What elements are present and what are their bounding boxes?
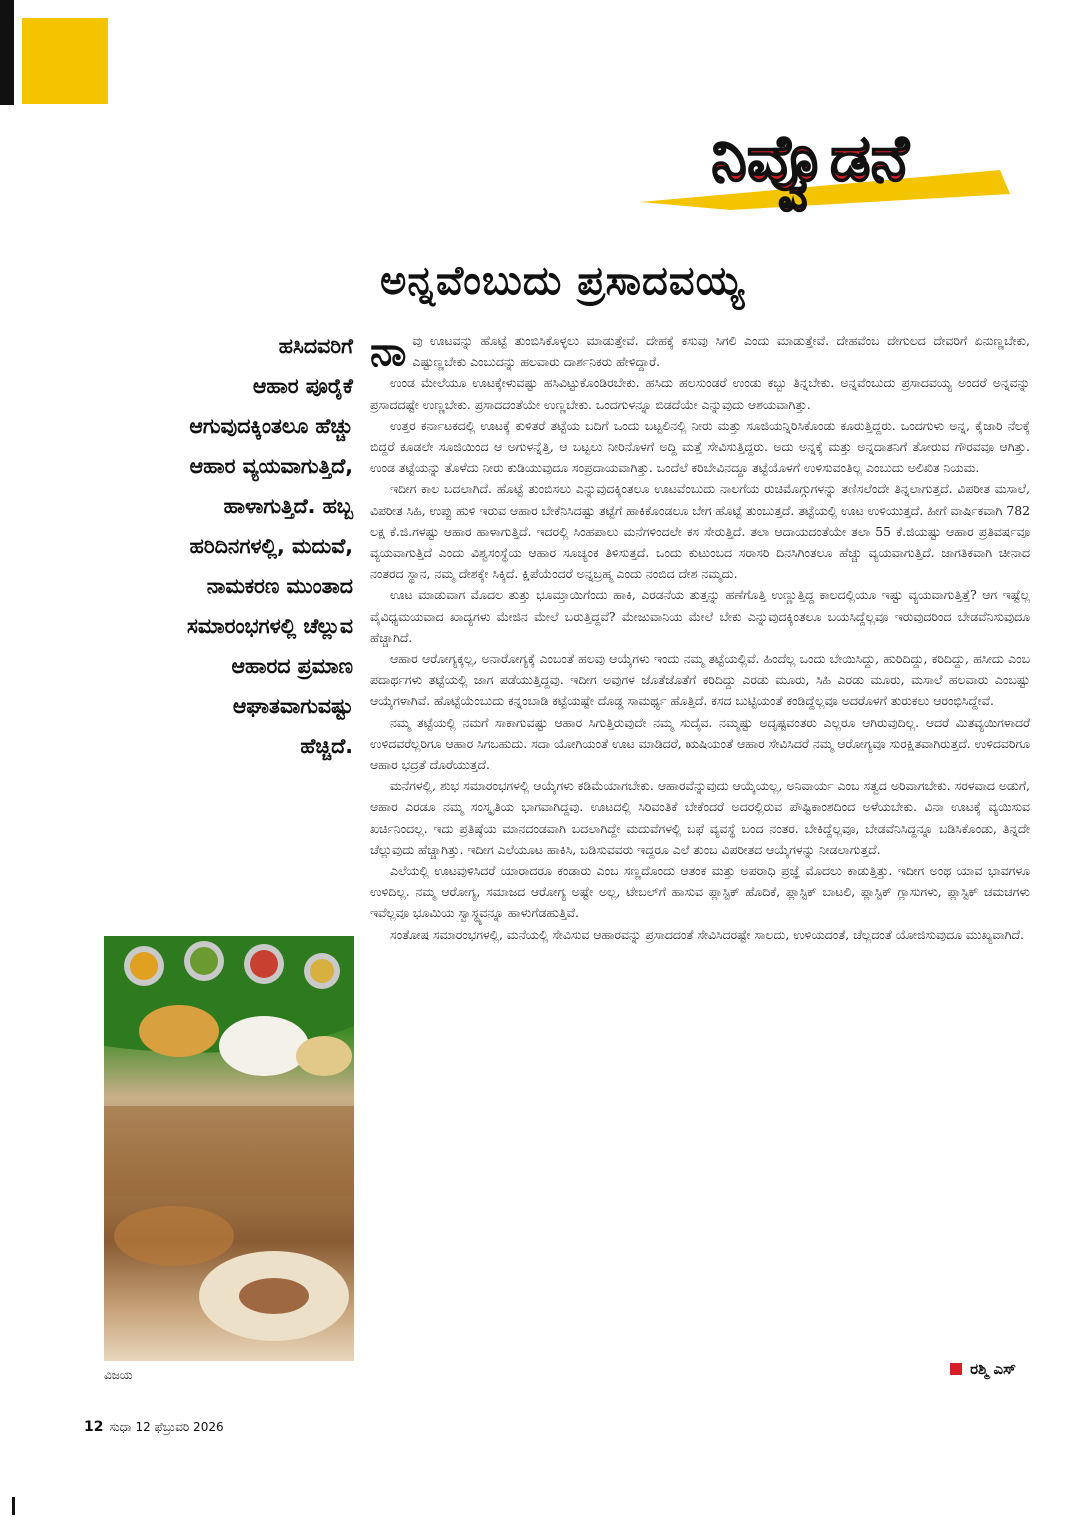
page-number: 12 (84, 1419, 104, 1435)
masthead-art (600, 110, 1020, 230)
banquet-hall (104, 1106, 354, 1196)
photo-caption: ವಿಜಯ (104, 1368, 133, 1382)
article-body (370, 330, 1030, 945)
section-masthead (600, 110, 1020, 230)
pullquote-line: ಹಸಿದವರಿಗೆ (278, 334, 353, 358)
article-paragraph: ಸಂತೋಷ ಸಮಾರಂಭಗಳಲ್ಲಿ, ಮನೆಯಲ್ಲಿ ಸೇವಿಸುವ ಆಹಾರವನ್ನು ಪ್ರಸಾದದಂತೆ ಸೇವಿಸಿದರಷ್ಟೇ ಸಾಲದು, ಉಳಿಯದಂತೆ, ಚೆಲ್ಲದಂತೆ ಯೋಜಿಸುವುದೂ ಮುಖ್ಯವಾಗಿದೆ. (390, 926, 1024, 942)
pullquote-line: ನಾಮಕರಣ ಮುಂತಾದ (206, 574, 353, 598)
pullquote-line: ಆಗುವುದಕ್ಕಿಂತಲೂ ಹೆಚ್ಚು (189, 414, 353, 438)
section-title: ನಿವ್ವೊಡನೆ (711, 122, 909, 196)
author-name: ರಶ್ಮಿ ಎಸ್ (970, 1360, 1016, 1378)
rice-heap (219, 1016, 309, 1076)
article-paragraph: ಮನೆಗಳಲ್ಲಿ, ಶುಭ ಸಮಾರಂಭಗಳಲ್ಲಿ ಆಯ್ಕೆಗಳು ಕಡಿಮೆಯಾಗಬೇಕು. ಆಹಾರವೆನ್ನುವುದು ಆಯ್ಕೆಯಲ್ಲ, ಅನಿವಾರ್ಯ ಎಂಬ ಸತ್ವದ ಅರಿವಾಗಬೇಕು. ಸರಳವಾದ ಅಡುಗೆ, ಆಹಾರ ಎರಡೂ ನಮ್ಮ ಸಂಸ್ಕೃತಿಯ ಭಾಗವಾಗಿದ್ದವು. ಊಟದಲ್ಲಿ ಸಿರಿವಂತಿಕೆ ಬೇಕೆಂದರೆ ಅದರಲ್ಲಿರುವ ಪೌಷ್ಟಿಕಾಂಶದಿಂದ ಅಳೆಯಬೇಕು. ವಿನಾ ಊಟಕ್ಕೆ ವ್ಯಯಿಸುವ ಖರ್ಚಿನಿಂದಲ್ಲ. ಇದು ಪ್ರತಿಷ್ಠೆಯ ಮಾನದಂಡವಾಗಿ ಬದಲಾಗಿದ್ದೇ ಮದುವೆಗಳಲ್ಲಿ ಬಫೆ ವ್ಯವಸ್ಥೆ ಬಂದ ನಂತರ. ಬೇಕಿದ್ದೆಲ್ಲವೂ, ಬೇಡವೆನಿಸಿದ್ದನ್ನೂ ಬಡಿಸಿಕೊಂಡು, ತಿನ್ನದೇ ಚೆಲ್ಲುವುದು ಹೆಚ್ಚಾಗಿತ್ತು. ಇದೀಗ ಎಲೆಯೂಟ ಹಾಕಿಸಿ, ಬಡಿಸುವವರು ಇದ್ದರೂ ಎಲೆ ತುಂಬ ವಿಪರೀತದ ಆಯ್ಕೆಗಳನ್ನು ನೀಡಲಾಗುತ್ತದೆ. (370, 778, 1030, 857)
pullquote-line: ಆಹಾರದ ಪ್ರಮಾಣ (231, 654, 353, 678)
corner-black-bar (0, 0, 14, 105)
pullquote (23, 326, 353, 766)
page-headline: ಅನ್ನವೆಂಬುದು ಪ್ರಸಾದವಯ್ಯ (380, 258, 745, 304)
article-paragraph: ಊಟ ಮಾಡುವಾಗ ಮೊದಲ ತುತ್ತು ಭೂಮ್ತಾಯಿಗೆಂದು ಹಾಕಿ, ಎರಡನೆಯ ತುತ್ತನ್ನು ಹಣೆಗೊತ್ತಿ ಉಣ್ಣುತ್ತಿದ್ದ ಕಾಲದಲ್ಲಿಯೂ ಇಷ್ಟು ವ್ಯಯವಾಗುತ್ತಿತ್ತೆ? ಆಗ ಇಷ್ಟೆಲ್ಲ ವೈವಿಧ್ಯಮಯವಾದ ಖಾದ್ಯಗಳು ಮೇಜಿನ ಮೇಲೆ ಬರುತ್ತಿದ್ದವೆ? ಮೇಜುವಾನಿಯ ಮೇಲೆ ಬೇಕು ಎನ್ನುವುದಕ್ಕಿಂತಲೂ ಬಯಸಿದ್ದೆಲ್ಲವೂ ಇರುವುದರಿಂದ ಬೇಡವೆನಿಸುವುದೂ ಹೆಚ್ಚಾಗಿದೆ. (370, 587, 1030, 645)
article-paragraph: ನಾವು ಊಟವನ್ನು ಹೊಟ್ಟೆ ತುಂಬಿಸಿಕೊಳ್ಳಲು ಮಾಡುತ್ತೇವೆ. ದೇಹಕ್ಕೆ ಕಸುವು ಸಿಗಲಿ ಎಂದು ಮಾಡುತ್ತೇವೆ. ದೇಹವೆಂಬ ದೇಗುಲದ ದೇವರಿಗೆ ಏನುಣ್ಣಬೇಕು, ಎಷ್ಟುಣ್ಣಬೇಕು ಎಂಬುದನ್ನು ಹಲವಾರು ದಾರ್ಶನಿಕರು ಹೇಳಿದ್ದಾರೆ. (370, 329, 1030, 375)
article-paragraph: ಉತ್ತರ ಕರ್ನಾಟಕದಲ್ಲಿ ಊಟಕ್ಕೆ ಕುಳಿತರೆ ತಟ್ಟೆಯ ಬದಿಗೆ ಒಂದು ಬಟ್ಟಲಿನಲ್ಲಿ ನೀರು ಮತ್ತು ಸೂಜಿಯನ್ನಿರಿಸಿಕೊಂಡು ಕೂರುತ್ತಿದ್ದರು. ಒಂದಗುಳು ಅನ್ನ, ಕೈಜಾರಿ ನೆಲಕ್ಕೆ ಬಿದ್ದರೆ ಕೂಡಲೇ ಸೂಜಿಯಿಂದ ಆ ಅಗುಳನ್ನೆತ್ತಿ, ಆ ಬಟ್ಟಲು ನೀರಿನೊಳಗೆ ಅದ್ದಿ ಮತ್ತೆ ಸೇವಿಸುತ್ತಿದ್ದರು. ಅದು ಅನ್ನಕ್ಕೆ ಮತ್ತು ಅನ್ನದಾತನಿಗೆ ತೋರುವ ಗೌರವವೂ ಆಗಿತ್ತು. ಉಂಡ ತಟ್ಟೆಯನ್ನು ತೊಳೆದು ನೀರು ಕುಡಿಯುವುದೂ ಸಂಪ್ರದಾಯವಾಗಿತ್ತು. ಒಂದೆಲೆ ಕರಿಬೇವಿನದ್ದೂ ತಟ್ಟೆಯೊಳಗೆ ಉಳಿಸುವಂತಿಲ್ಲ ಎಂಬುದು ಅಲಿಖಿತ ನಿಯಮ. (370, 417, 1030, 476)
article-paragraph: ನಮ್ಮ ತಟ್ಟೆಯಲ್ಲಿ ನಮಗೆ ಸಾಕಾಗುವಷ್ಟು ಆಹಾರ ಸಿಗುತ್ತಿರುವುದೇ ನಮ್ಮ ಸುದೈವ. ನಮ್ಮಷ್ಟು ಅದೃಷ್ಟವಂತರು ಎಲ್ಲರೂ ಆಗಿರುವುದಿಲ್ಲ. ಆದರೆ ಮಿತವ್ಯಯಿಗಳಾದರೆ ಉಳಿದವರೆಲ್ಲರಿಗೂ ಆಹಾರ ಸಿಗಬಹುದು. ಸದಾ ಯೋಗಿಯಂತೆ ಊಟ ಮಾಡಿದರೆ, ಋಷಿಯಂತೆ ಆಹಾರ ಸೇವಿಸಿದರೆ ನಮ್ಮ ಆರೋಗ್ಯವೂ ಸುರಕ್ಷಿತವಾಗಿರುತ್ತದೆ. ಉಳಿದವರಿಗೂ ಆಹಾರ ಭದ್ರತೆ ದೊರೆಯುತ್ತದೆ. (370, 714, 1030, 773)
drop-cap: ನಾ (370, 329, 407, 375)
crop-mark (12, 1497, 15, 1515)
pullquote-line: ಹಾಳಾಗುತ್ತಿದೆ. ಹಬ್ಬ (223, 494, 353, 518)
corner-yellow-block (22, 18, 108, 104)
food-plate (114, 1206, 234, 1266)
issue-info: ಸುಧಾ 12 ಫೆಬ್ರುವರಿ 2026 (109, 1420, 224, 1434)
article-paragraph: ಉಂಡ ಮೇಲೆಯೂ ಊಟಕ್ಕೇಳುವಷ್ಟು ಹಸಿವಿಟ್ಟುಕೊಂಡಿರಬೇಕು. ಹಸಿದು ಹಲಸುಂಡರೆ ಉಂಡು ಕಬ್ಬು ತಿನ್ನಬೇಕು. ಅನ್ನವೆಂಬುದು ಪ್ರಸಾದವಯ್ಯ ಅಂದರೆ ಅನ್ನವನ್ನು ಪ್ರಸಾದದಷ್ಟೇ ಉಣ್ಣಬೇಕು. ಪ್ರಸಾದದಂತೆಯೇ ಉಣ್ಣಬೇಕು. ಒಂದಗುಳನ್ನೂ ಬಿಡದೆಯೇ ಎನ್ನುವುದು ಆಶಯವಾಗಿತ್ತು. (370, 375, 1030, 412)
food-photo (104, 936, 354, 1361)
food-photo-art (104, 936, 354, 1361)
pullquote-line: ಹರಿದಿನಗಳಲ್ಲಿ, ಮದುವೆ, (189, 534, 353, 558)
pullquote-line: ಆಘಾತವಾಗುವಷ್ಟು (232, 694, 353, 718)
pullquote-line: ಸಮಾರಂಭಗಳಲ್ಲಿ ಚೆಲ್ಲುವ (187, 614, 353, 638)
poori (139, 1005, 219, 1057)
pullquote-line: ಆಹಾರ ಪೂರೈಕೆ (252, 374, 353, 398)
pullquote-line: ಹೆಚ್ಚಿದೆ. (300, 734, 353, 758)
papad (296, 1036, 352, 1076)
byline-square-icon (950, 1363, 962, 1375)
article-paragraph: ಎಲೆಯಲ್ಲಿ ಊಟವುಳಿಸಿದರೆ ಯಾರಾದರೂ ಕಂಡಾರು ಎಂಬ ಸಣ್ಣದೊಂದು ಆತಂಕ ಮತ್ತು ಅಪರಾಧಿ ಪ್ರಜ್ಞೆ ಮೊದಲು ಕಾಡುತ್ತಿತ್ತು. ಇದೀಗ ಅಂಥ ಯಾವ ಭಾವಗಳೂ ಉಳಿದಿಲ್ಲ. ನಮ್ಮ ಆರೋಗ್ಯ, ಸಮಾಜದ ಆರೋಗ್ಯ ಅಷ್ಟೇ ಅಲ್ಲ, ಟೇಬಲ್‌ಗೆ ಹಾಸುವ ಪ್ಲಾಸ್ಟಿಕ್ ಹೊದಿಕೆ, ಪ್ಲಾಸ್ಟಿಕ್ ಬಾಟಲಿ, ಪ್ಲಾಸ್ಟಿಕ್ ಗ್ಲಾಸುಗಳು, ಪ್ಲಾಸ್ಟಿಕ್ ಚಮಚಗಳು ಇವೆಲ್ಲವೂ ಭೂಮಿಯ ಸ್ವಾಸ್ಥ್ಯವನ್ನೂ ಹಾಳುಗೆಡಹುತ್ತಿವೆ. (370, 863, 1030, 921)
byline (950, 1360, 1016, 1378)
article-paragraph: ಇದೀಗ ಕಾಲ ಬದಲಾಗಿದೆ. ಹೊಟ್ಟೆ ತುಂಬಿಸಲು ಎನ್ನುವುದಕ್ಕಿಂತಲೂ ಊಟವೆಂಬುದು ನಾಲಗೆಯ ರುಚಿಮೊಗ್ಗುಗಳನ್ನು ತಣಿಸಲೆಂದೇ ತಿನ್ನಲಾಗುತ್ತದೆ. ವಿಪರೀತ ಮಸಾಲೆ, ವಿಪರೀತ ಸಿಹಿ, ಉಪ್ಪು ಹುಳಿ ಇರುವ ಆಹಾರ ಬೇಕೆನಿಸಿದಷ್ಟು ತಟ್ಟೆಗೆ ಹಾಕಿಕೊಂಡಲೂ ಬೇಗ ಹೊಟ್ಟೆ ತುಂಬುತ್ತದೆ. ತಟ್ಟೆಯಲ್ಲಿ ಊಟ ಉಳಿಯುತ್ತದೆ. ಹೀಗೆ ವಾರ್ಷಿಕವಾಗಿ 782 ಲಕ್ಷ ಕೆ.ಜಿ.ಗಳಷ್ಟು ಆಹಾರ ಹಾಳಾಗುತ್ತಿದೆ. ಇದರಲ್ಲಿ ಸಿಂಹಪಾಲು ಮನೆಗಳಿಂದಲೇ ಕಸ ಸೇರುತ್ತಿದೆ. ತಲಾ ಆದಾಯದಂತೆಯೇ ತಲಾ 55 ಕೆ.ಜಿಯಷ್ಟು ಆಹಾರ ಪ್ರತಿವರ್ಷವೂ ವ್ಯಯವಾಗುತ್ತಿದೆ ಎಂದು ವಿಶ್ವಸಂಸ್ಥೆಯ ಆಹಾರ ಸೂಚ್ಯಂಕ ತಿಳಿಸುತ್ತದೆ. ಒಂದು ಕುಟುಂಬದ ಸರಾಸರಿ ದಿನಸಿಗಿಂತಲೂ ಹೆಚ್ಚು ವ್ಯಯವಾಗುತ್ತಿದೆ. ಜಾಗತಿಕವಾಗಿ ಚೀನಾದ ನಂತರದ ಸ್ಥಾನ, ನಮ್ಮ ದೇಶಕ್ಕೇ ಸಿಕ್ಕಿದೆ. ಕ್ಷಿಪೆಯೆಂದರೆ ಅನ್ನಬ್ರಹ್ಮ ಎಂದು ನಂಬಿದ ದೇಶ ನಮ್ಮದು. (370, 481, 1030, 582)
page-footer (84, 1419, 224, 1435)
article-paragraph: ಆಹಾರ ಆರೋಗ್ಯಕ್ಕಲ್ಲ, ಅನಾರೋಗ್ಯಕ್ಕೆ ಎಂಬಂತೆ ಹಲವು ಆಯ್ಕೆಗಳು ಇಂದು ನಮ್ಮ ತಟ್ಟೆಯಲ್ಲಿವೆ. ಹಿಂದೆಲ್ಲ ಒಂದು ಬೇಯಿಸಿದ್ದು, ಹುರಿದಿದ್ದು, ಕರಿದಿದ್ದು, ಹಸೀದು ಎಂಬ ಪದಾರ್ಥಗಳು ತಟ್ಟೆಯಲ್ಲಿ ಜಾಗ ಪಡೆಯುತ್ತಿದ್ದವು. ಇದೀಗ ಅವುಗಳ ಜೊತೆಜೊತೆಗೆ ಕರಿದಿದ್ದು ಎರಡು ಮೂರು, ಸಿಹಿ ಎರಡು ಮೂರು, ಮಸಾಲೆ ಹಲವಾರು ಎಂಬಷ್ಟು ಆಯ್ಕೆಗಳಾಗಿವೆ. ಹೊಟ್ಟೆಯೆಂಬುದು ಕನ್ನಂಬಾಡಿ ಕಟ್ಟೆಯಷ್ಟೇ ದೊಡ್ಡ ಸಾಮರ್ಥ್ಯ ಹೊತ್ತಿದೆ. ಕಸದ ಬುಟ್ಟಿಯಂತೆ ಕಂಡಿದ್ದೆಲ್ಲವೂ ಅದರೊಳಗೆ ತುರುಕಲು ಆರಂಭಿಸಿದ್ದೇವೆ. (370, 651, 1030, 709)
pullquote-line: ಆಹಾರ ವ್ಯಯವಾಗುತ್ತಿದೆ, (189, 454, 353, 478)
